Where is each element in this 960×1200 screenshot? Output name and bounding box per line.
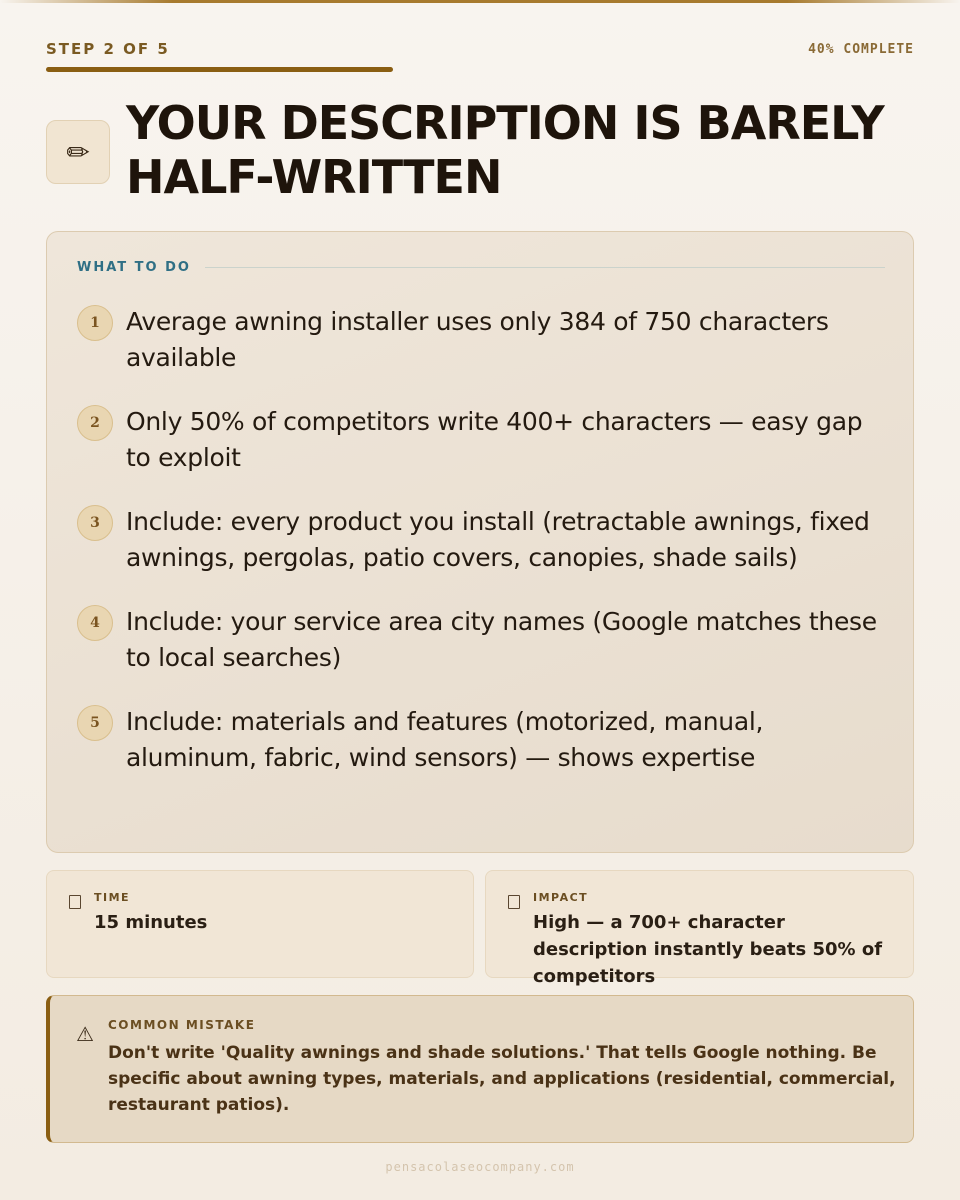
what-to-do-header [77,258,885,276]
impact-label: IMPACT [533,891,589,904]
progress-header [46,40,914,74]
time-label: TIME [94,891,131,904]
chart-icon [508,895,520,909]
list-item [77,704,887,776]
what-to-do-card [46,231,914,853]
footer-domain: pensacolaseocompany.com [385,1160,575,1174]
step-text: Only 50% of competitors write 400+ characters — easy gap to exploit [126,407,863,472]
step-text: Include: your service area city names (Google matches these to local searches) [126,607,877,672]
pencil-icon: ✏ [46,120,110,184]
list-item [77,404,887,476]
clock-icon [69,895,81,909]
common-mistake-label: COMMON MISTAKE [108,1018,256,1032]
warning-icon: ⚠ [76,1022,94,1046]
steps-list [77,304,887,804]
time-card [46,870,474,978]
common-mistake-text: Don't write 'Quality awnings and shade solutions.' That tells Google nothing. Be specific about awning types, materials, and applications (residential, commercial, restaurant patios). [108,1043,896,1115]
step-number-badge: 1 [77,305,113,341]
step-text: Include: materials and features (motorized, manual, aluminum, fabric, wind sensors) — shows expertise [126,707,764,772]
percent-complete-label: 40% COMPLETE [808,42,914,57]
page-title: YOUR DESCRIPTION IS BARELY HALF-WRITTEN [126,96,884,204]
step-number-badge: 5 [77,705,113,741]
progress-bar-fill [46,67,393,72]
step-text: Average awning installer uses only 384 of 750 characters available [126,307,829,372]
step-number-badge: 2 [77,405,113,441]
title-row [46,96,914,208]
list-item [77,504,887,576]
impact-value: High — a 700+ character description instantly beats 50% of competitors [533,912,883,987]
step-number-badge: 3 [77,505,113,541]
section-divider [205,267,885,268]
progress-bar [46,67,914,72]
impact-card [485,870,914,987]
time-value: 15 minutes [94,912,208,933]
list-item [77,304,887,376]
list-item [77,604,887,676]
common-mistake-card [46,995,914,1143]
top-accent-rule [0,0,960,3]
what-to-do-label: WHAT TO DO [77,259,191,275]
step-number-badge: 4 [77,605,113,641]
step-label: STEP 2 OF 5 [46,40,170,58]
step-text: Include: every product you install (retractable awnings, fixed awnings, pergolas, patio covers, canopies, shade sails) [126,507,870,572]
